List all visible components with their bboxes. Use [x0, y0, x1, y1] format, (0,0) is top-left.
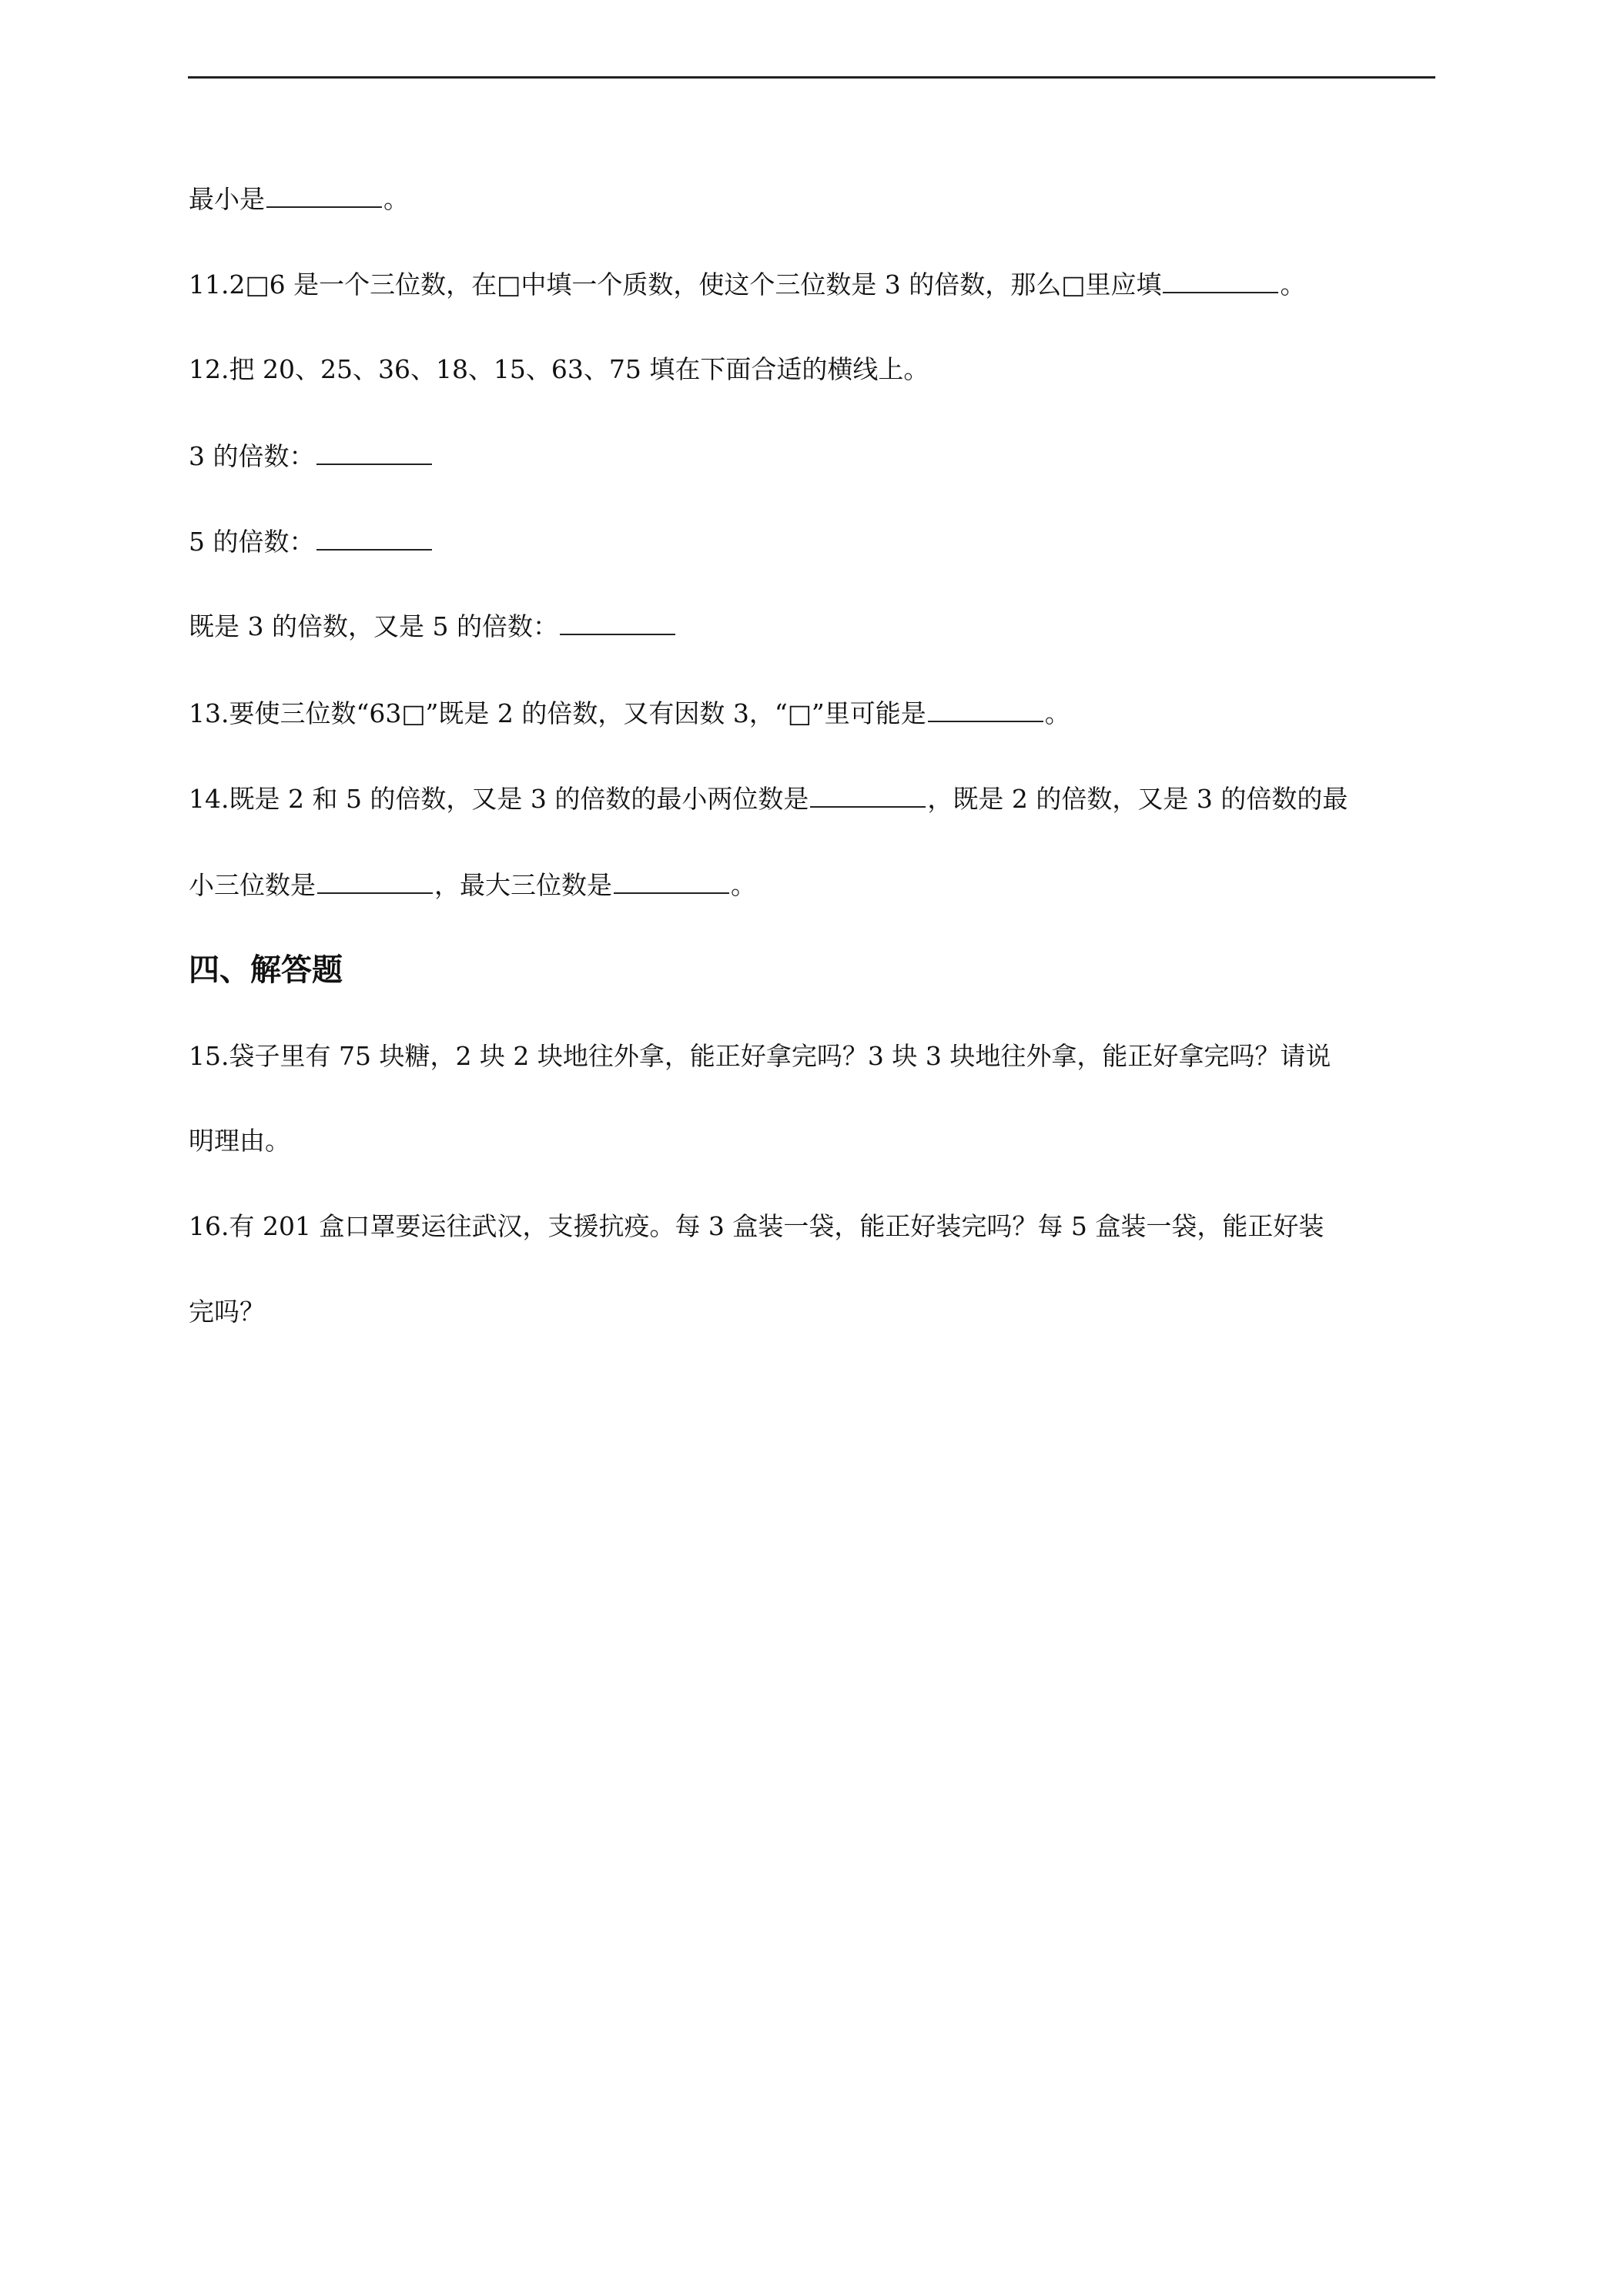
question-13 — [189, 697, 1070, 731]
q14-min-two-digit-blank[interactable] — [810, 783, 926, 808]
q10-tail-text: 最小是 — [189, 184, 265, 214]
q12-both-label: 既是 3 的倍数，又是 5 的倍数： — [189, 611, 558, 641]
q10-tail — [189, 182, 409, 216]
q12-multiples-of-5 — [189, 525, 434, 559]
q14-text-c: 小三位数是 — [189, 870, 316, 900]
q12-mult3-blank[interactable] — [316, 440, 432, 465]
q14-min-three-digit-blank[interactable] — [317, 869, 433, 894]
question-15-line1: 15.袋子里有 75 块糖，2 块 2 块地往外拿，能正好拿完吗？3 块 3 块地往外拿，能正好拿完吗？请说 — [189, 1041, 1331, 1071]
section-4-heading: 四、解答题 — [189, 952, 343, 988]
q14-text-b: ，既是 2 的倍数，又是 3 的倍数的最 — [927, 784, 1348, 814]
q13-text: 13.要使三位数“63□”既是 2 的倍数，又有因数 3，“□”里可能是 — [189, 698, 926, 728]
q10-tail-end: 。 — [383, 184, 409, 214]
q12-mult3-label: 3 的倍数： — [189, 441, 315, 471]
q12-mult5-blank[interactable] — [316, 526, 432, 551]
q10-answer-blank[interactable] — [266, 183, 382, 208]
question-12-stem: 12.把 20、25、36、18、15、63、75 填在下面合适的横线上。 — [189, 354, 929, 384]
question-11 — [189, 268, 1305, 302]
q14-max-three-digit-blank[interactable] — [614, 869, 729, 894]
question-15-line2: 明理由。 — [189, 1126, 290, 1156]
q14-text-a: 14.既是 2 和 5 的倍数，又是 3 的倍数的最小两位数是 — [189, 784, 809, 814]
question-14-line2 — [189, 869, 756, 902]
q14-end: 。 — [731, 870, 756, 900]
q12-mult5-label: 5 的倍数： — [189, 527, 315, 557]
q13-answer-blank[interactable] — [928, 698, 1043, 722]
question-14-line1 — [189, 782, 1348, 816]
q13-end: 。 — [1044, 698, 1070, 728]
header-rule — [188, 76, 1435, 79]
question-16-line2: 完吗？ — [189, 1297, 265, 1327]
q11-answer-blank[interactable] — [1163, 269, 1278, 293]
q11-text: 11.2□6 是一个三位数，在□中填一个质数，使这个三位数是 3 的倍数，那么□里应填 — [189, 269, 1162, 300]
q11-end: 。 — [1280, 269, 1306, 300]
q12-multiples-of-both — [189, 610, 677, 644]
q12-multiples-of-3 — [189, 440, 434, 474]
question-16-line1: 16.有 201 盒口罩要运往武汉，支援抗疫。每 3 盒装一袋，能正好装完吗？每 5 盒装一袋，能正好装 — [189, 1211, 1324, 1241]
q14-text-d: ，最大三位数是 — [434, 870, 612, 900]
q12-both-blank[interactable] — [560, 611, 675, 635]
